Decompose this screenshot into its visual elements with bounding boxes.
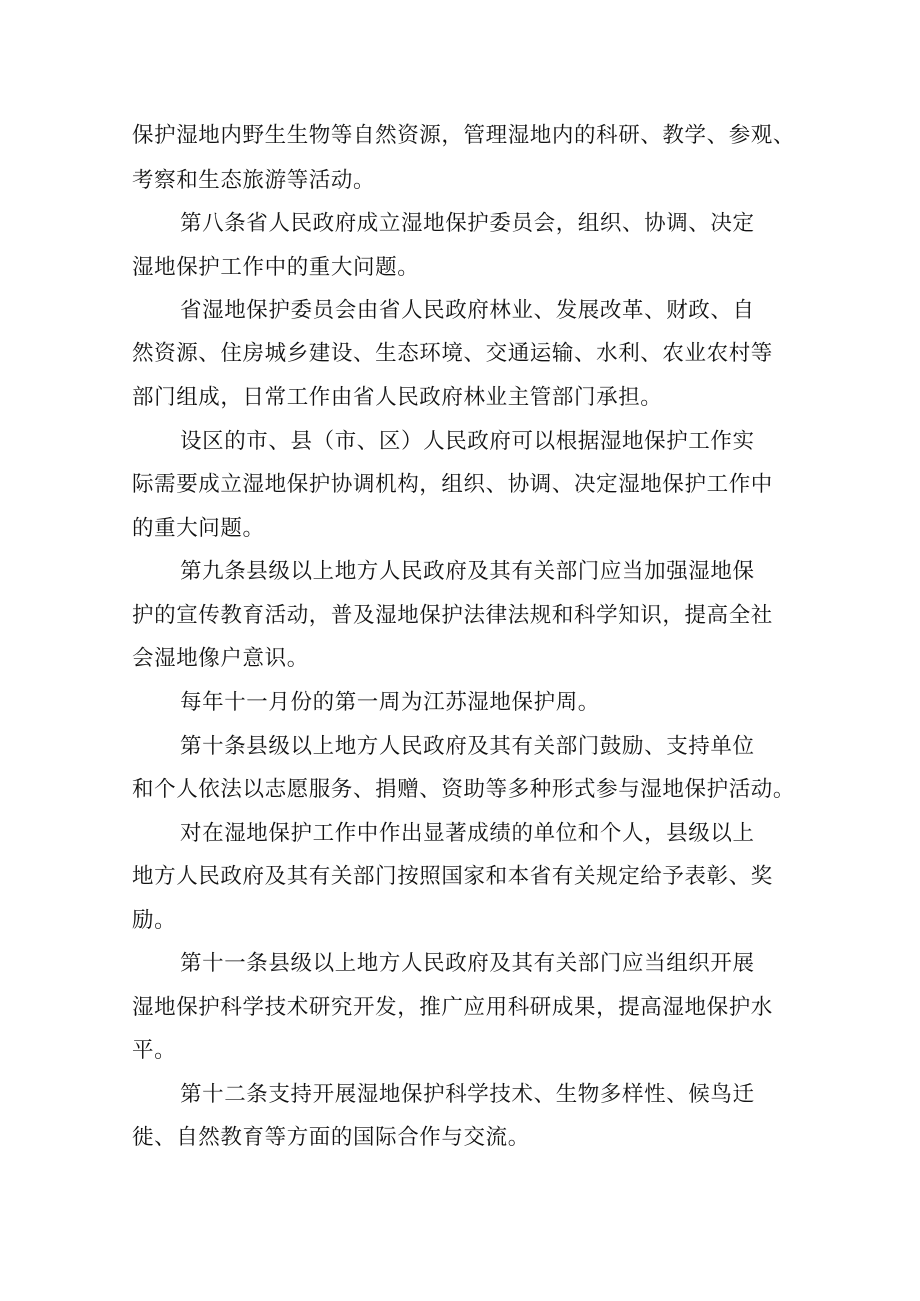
text-line: 会湿地像户意识。 (132, 646, 309, 671)
paragraph-start-line: 每年十一月份的第一周为江苏湿地保护周。 (180, 690, 600, 715)
text-line: 励。 (132, 908, 177, 933)
text-line: 部门组成，日常工作由省人民政府林业主管部门承担。 (132, 385, 663, 410)
text-line: 然资源、住房城乡建设、生态环境、交通运输、水利、农业农村等 (132, 341, 773, 366)
paragraph-start-line: 设区的市、县（市、区）人民政府可以根据湿地保护工作实 (180, 429, 755, 454)
text-line: 考察和生态旅游等活动。 (132, 168, 376, 193)
text-line: 平。 (132, 1038, 177, 1063)
paragraph-start-line: 第九条县级以上地方人民政府及其有关部门应当加强湿地保 (180, 559, 755, 584)
paragraph-start-line: 第十一条县级以上地方人民政府及其有关部门应当组织开展 (180, 951, 755, 976)
text-line: 湿地保护工作中的重大问题。 (132, 255, 420, 280)
text-line: 护的宣传教育活动，普及湿地保护法律法规和科学知识，提高全社 (132, 603, 773, 628)
text-line: 徙、自然教育等方面的国际合作与交流。 (132, 1125, 530, 1150)
paragraph-start-line: 第八条省人民政府成立湿地保护委员会，组织、协调、决定 (180, 211, 755, 236)
text-line: 际需要成立湿地保护协调机构，组织、协调、决定湿地保护工作中 (132, 472, 773, 497)
text-line: 保护湿地内野生生物等自然资源，管理湿地内的科研、教学、参观、 (132, 123, 796, 148)
text-line: 湿地保护科学技术研究开发，推广应用科研成果，提高湿地保护水 (132, 995, 773, 1020)
paragraph-start-line: 对在湿地保护工作中作出显著成绩的单位和个人，县级以上 (180, 821, 755, 846)
text-line: 的重大问题。 (132, 516, 265, 541)
text-line: 和个人依法以志愿服务、捐赠、资助等多种形式参与湿地保护活动。 (132, 777, 796, 802)
paragraph-start-line: 省湿地保护委员会由省人民政府林业、发展改革、财政、自 (180, 298, 755, 323)
text-line: 地方人民政府及其有关部门按照国家和本省有关规定给予表彰、奖 (132, 864, 773, 889)
paragraph-start-line: 第十条县级以上地方人民政府及其有关部门鼓励、支持单位 (180, 734, 755, 759)
paragraph-start-line: 第十二条支持开展湿地保护科学技术、生物多样性、候鸟迁 (180, 1082, 755, 1107)
